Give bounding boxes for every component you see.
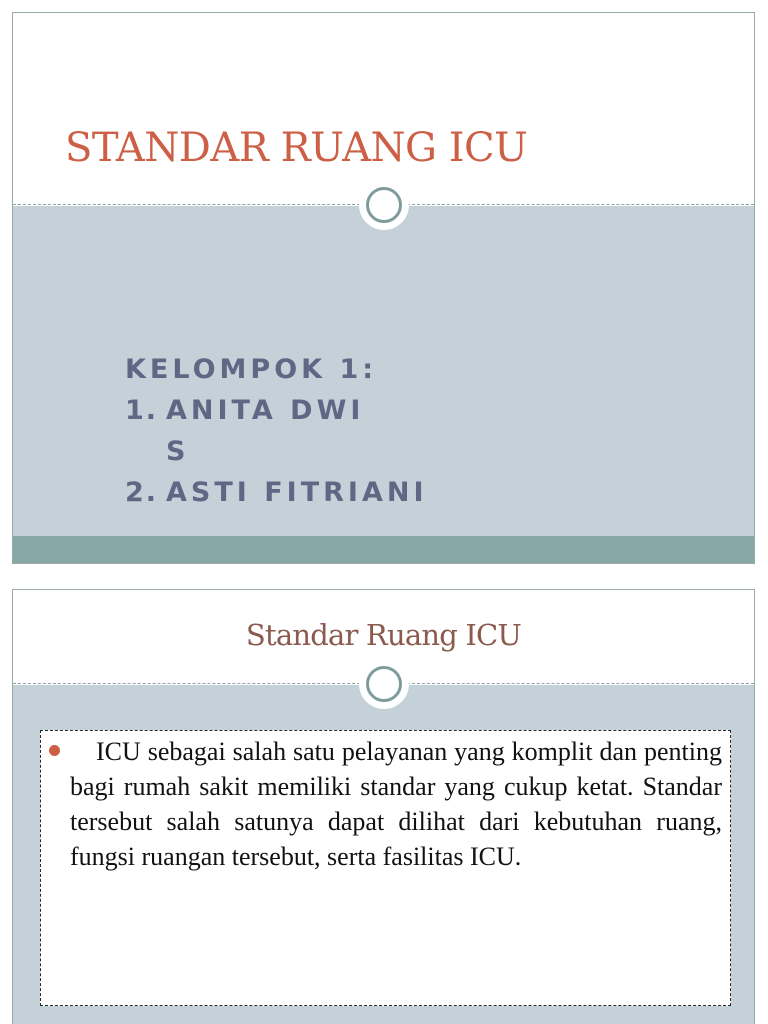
group-heading: KELOMPOK 1: (125, 354, 378, 385)
circle-ornament-icon (359, 180, 409, 230)
member-number: 1. (125, 395, 159, 426)
group-member (125, 390, 428, 472)
group-member (125, 472, 428, 513)
member-name: ASTI FITRIANI (166, 477, 428, 508)
group-info (125, 349, 428, 513)
bullet-text: ICU sebagai salah satu pelayanan yang komplit dan penting bagi rumah sakit memiliki standar yang cukup ketat. Standar tersebut salah satunya dapat dilihat dari kebutuhan ruang, fungsi ruangan tersebut, serta fasilitas ICU. (70, 737, 722, 871)
bullet-icon (49, 745, 60, 756)
slide-title (12, 12, 755, 564)
footer-bar (13, 536, 754, 563)
slide-title-text: STANDAR RUANG ICU (65, 125, 528, 171)
slide-header-area (13, 13, 754, 206)
member-number: 2. (125, 477, 159, 508)
slide-content (12, 589, 755, 1024)
circle-ornament-icon (359, 659, 409, 709)
content-text-box (40, 730, 731, 1006)
member-name: ANITA DWI S (166, 395, 365, 467)
slide-title-text: Standar Ruang ICU (245, 618, 522, 652)
